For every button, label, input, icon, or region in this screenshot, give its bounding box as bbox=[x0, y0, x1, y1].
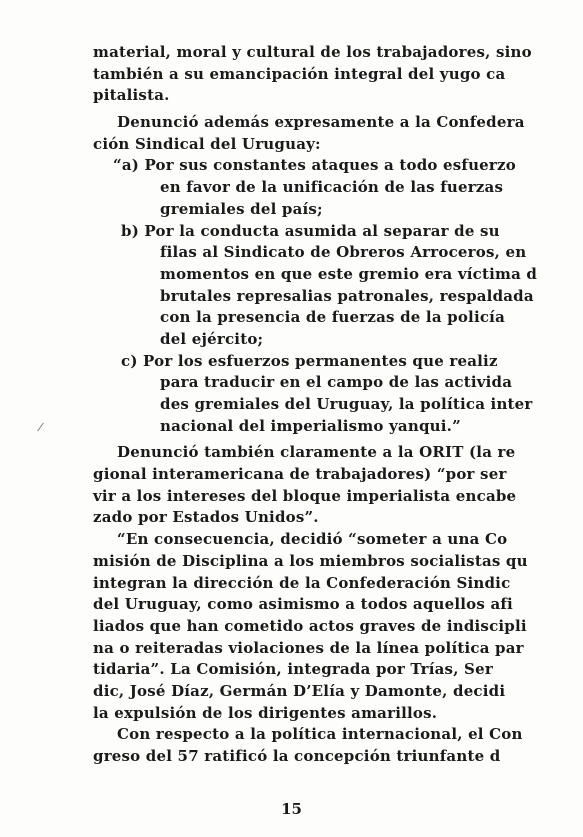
body-text bbox=[93, 42, 563, 768]
text-line: gremiales del país; bbox=[160, 199, 323, 218]
text-line: liados que han cometido actos graves de indiscipli bbox=[93, 616, 527, 635]
text-line: greso del 57 ratificó la concepción triunfante d bbox=[93, 747, 501, 765]
text-line: Denunció además expresamente a la Confedera bbox=[117, 113, 525, 132]
text-line: tidaria”. La Comisión, integrada por Trías, Ser bbox=[93, 660, 493, 679]
text-line: vir a los intereses del bloque imperialista encabe bbox=[93, 486, 517, 505]
text-line: ción Sindical del Uruguay: bbox=[93, 134, 321, 153]
text-line: des gremiales del Uruguay, la política inter bbox=[160, 395, 533, 413]
text-line: Denunció también claramente a la ORIT (la re bbox=[117, 443, 516, 462]
text-line: del Uruguay, como asimismo a todos aquellos afi bbox=[93, 595, 513, 614]
text-line: también a su emancipación integral del yugo ca bbox=[93, 64, 506, 83]
text-line: brutales represalias patronales, respaldada bbox=[160, 286, 534, 305]
text-line: en favor de la unificación de las fuerzas bbox=[160, 178, 504, 197]
text-line: para traducir en el campo de las activida bbox=[160, 373, 513, 392]
text-line: integran la dirección de la Confederación Sindic bbox=[93, 573, 511, 592]
text-line: na o reiteradas violaciones de la línea política par bbox=[93, 638, 524, 657]
text-line: nacional del imperialismo yanqui.” bbox=[160, 416, 461, 435]
text-line: gional interamericana de trabajadores) “por ser bbox=[93, 465, 507, 484]
text-line: material, moral y cultural de los trabajadores, sino bbox=[93, 43, 532, 61]
list-item-b: b) Por la conducta asumida al separar de su bbox=[121, 221, 500, 240]
text-line: del ejército; bbox=[160, 329, 264, 348]
text-line: misión de Disciplina a los miembros socialistas qu bbox=[93, 551, 528, 570]
text-line: “En consecuencia, decidió “someter a una Co bbox=[117, 530, 508, 549]
pencil-mark bbox=[37, 423, 44, 432]
text-line: dic, José Díaz, Germán D’Elía y Damonte, decidi bbox=[93, 681, 506, 700]
text-line: con la presencia de fuerzas de la policía bbox=[160, 308, 506, 327]
page-number: 15 bbox=[281, 800, 302, 818]
text-line: momentos en que este gremio era víctima d bbox=[160, 264, 538, 283]
text-line: filas al Sindicato de Obreros Arroceros, en bbox=[160, 243, 527, 262]
text-line: zado por Estados Unidos”. bbox=[93, 508, 319, 527]
text-line: la expulsión de los dirigentes amarillos. bbox=[93, 703, 438, 722]
list-item-c: c) Por los esfuerzos permanentes que realiz bbox=[121, 351, 498, 370]
text-line: Con respecto a la política internacional, el Con bbox=[117, 725, 523, 744]
text-line: pitalista. bbox=[93, 86, 170, 105]
list-item-a: “a) Por sus constantes ataques a todo esfuerzo bbox=[113, 156, 516, 175]
